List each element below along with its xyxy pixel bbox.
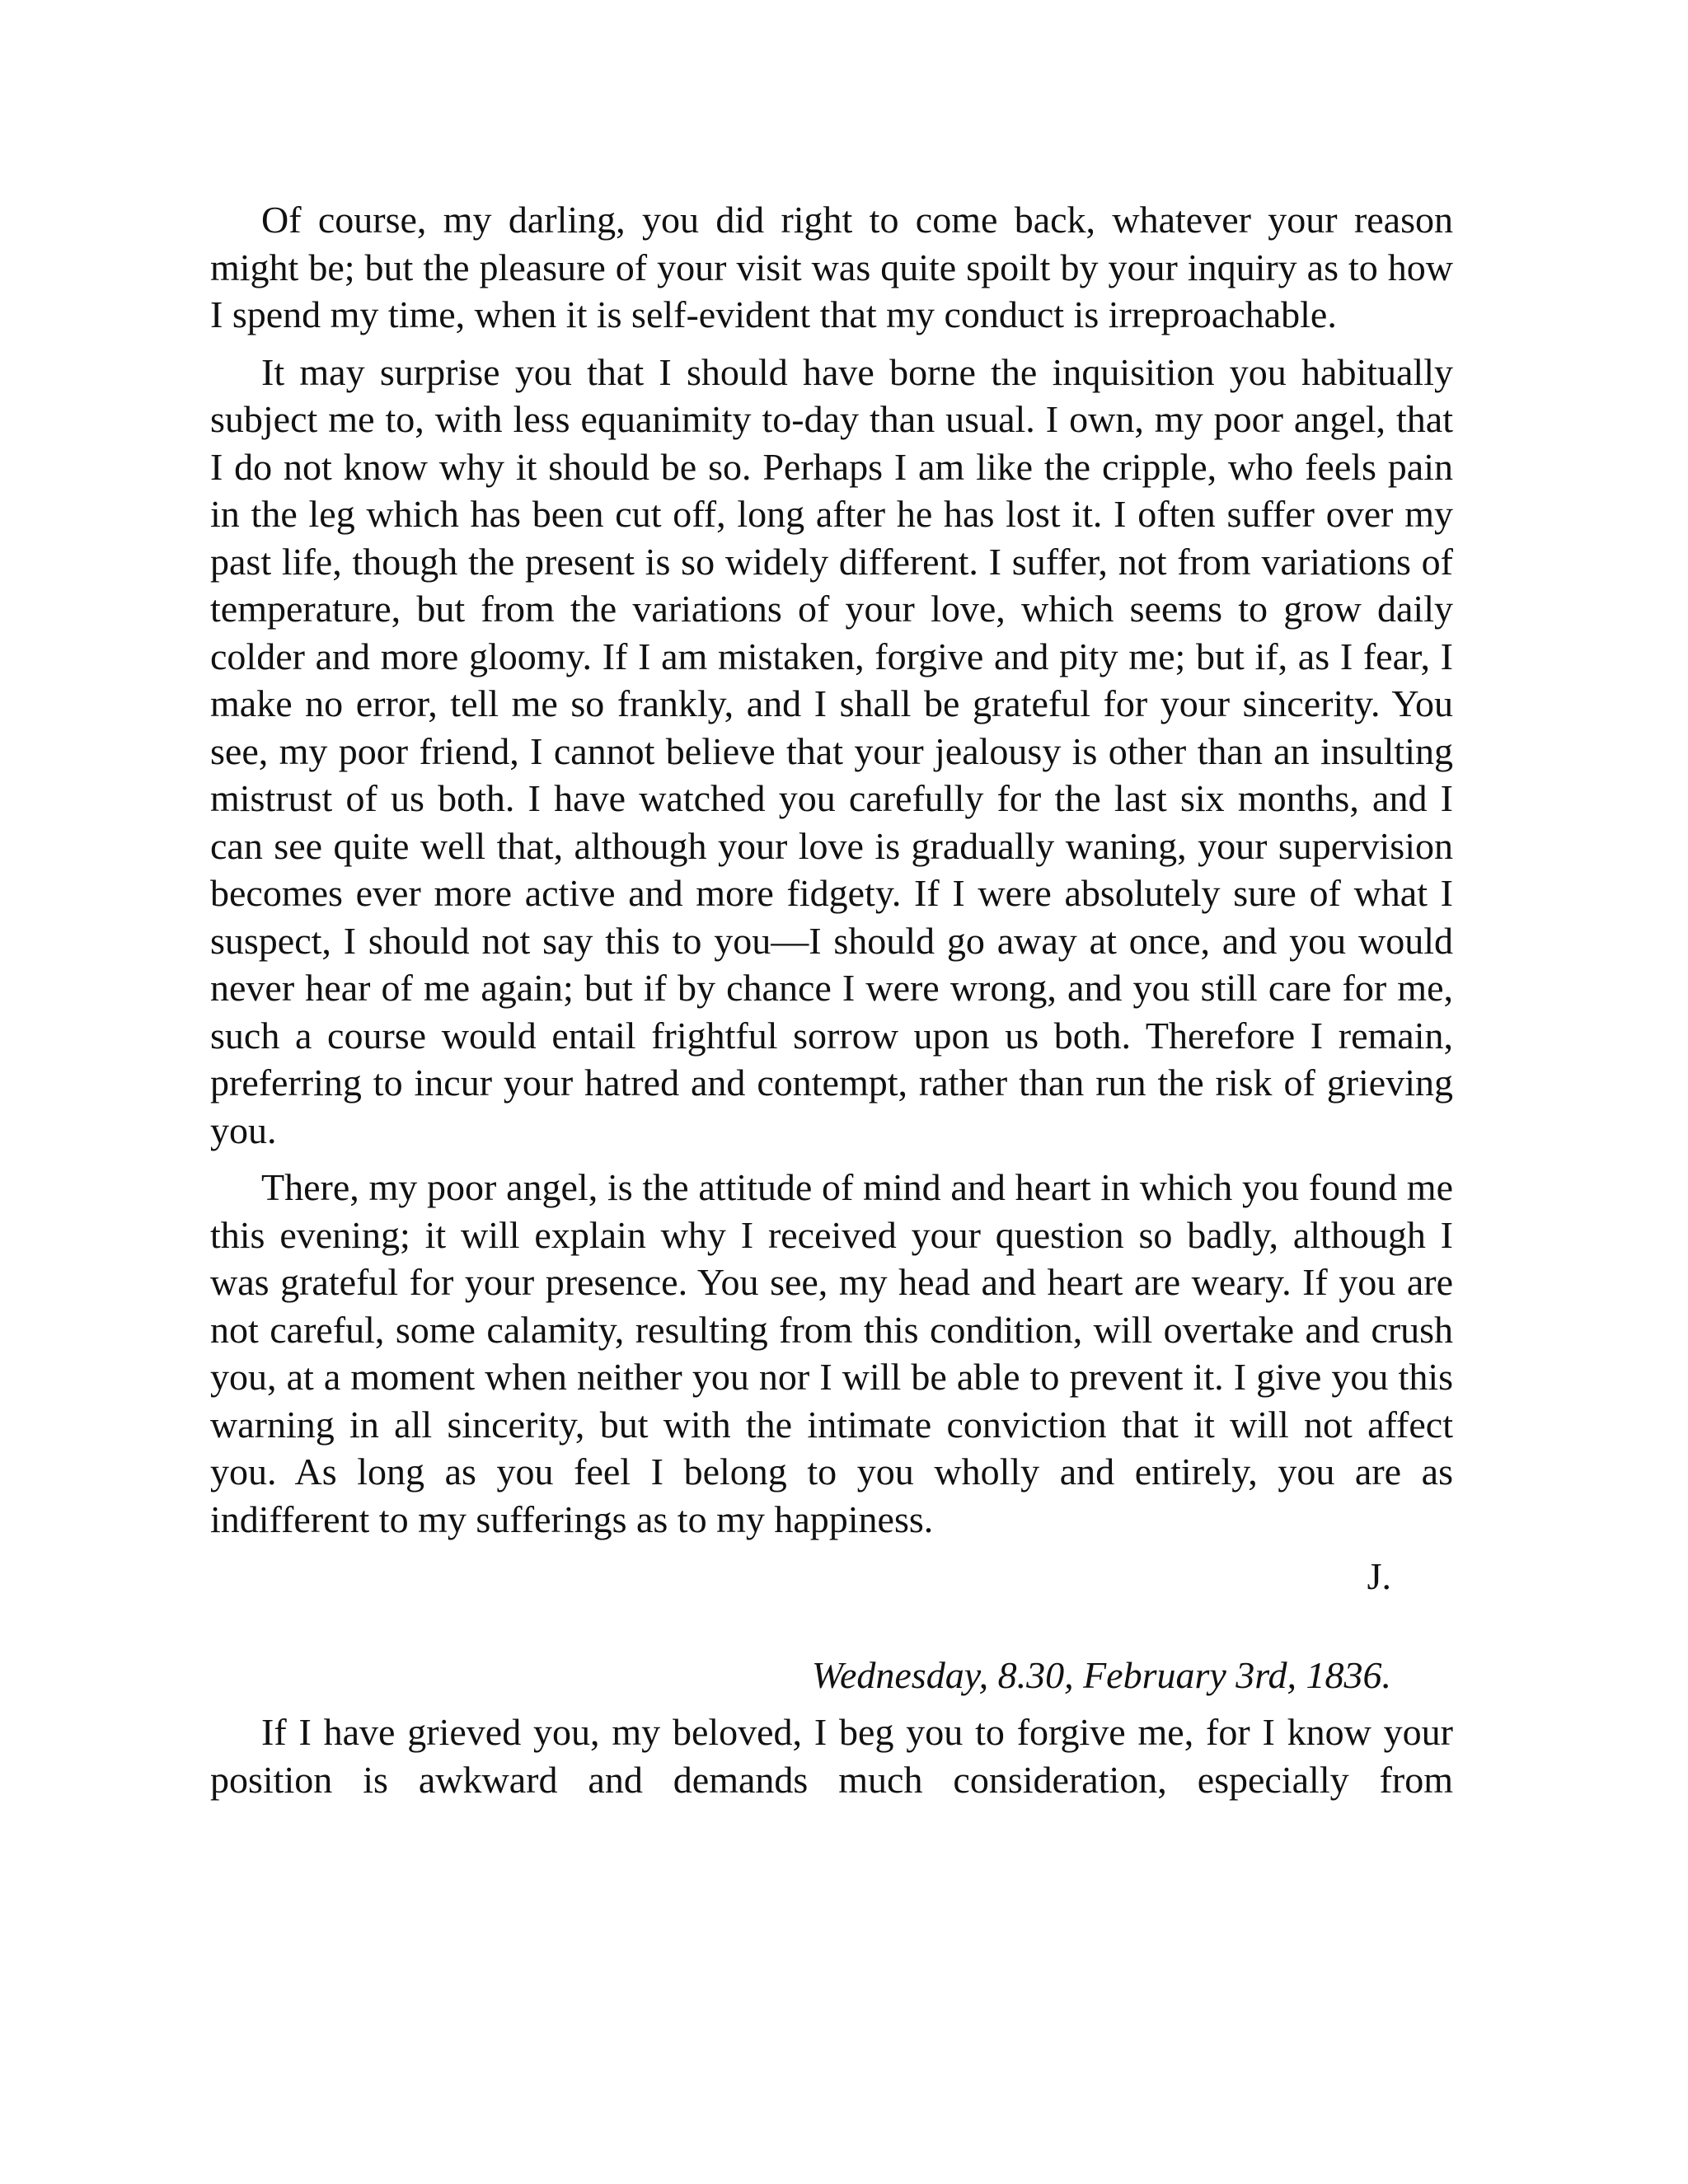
letter-paragraph: Of course, my darling, you did right to come back, whatever your reason might be; but the pleasure of your visit was quite spoilt by your inquiry as to how I spend my time, when it is self-evident that my conduct is irreproachable. <box>210 199 1453 335</box>
letter-paragraph: It may surprise you that I should have borne the inquisition you habitually subject me to, with less equanimity to-day than usual. I own, my poor angel, that I do not know why it should be so. Perhaps I am like the cripple, who feels pain in the leg which has been cut off, long after he has lost it. I often suffer over my past life, though the present is so widely different. I suffer, not from variations of temperature, but from the variations of your love, which seems to grow daily colder and more gloomy. If I am mistaken, forgive and pity me; but if, as I fear, I make no error, tell me so frankly, and I shall be grateful for your sincerity. You see, my poor friend, I cannot believe that your jealousy is other than an insulting mistrust of us both. I have watched you carefully for the last six months, and I can see quite well that, although your love is gradually waning, your supervision becomes ever more active and more fidgety. If I were absolutely sure of what I suspect, I should not say this to you—I should go away at once, and you would never hear of me again; but if by chance I were wrong, and you still care for me, such a course would entail frightful sorrow upon us both. Therefore I remain, preferring to incur your hatred and contempt, rather than run the risk of grieving you. <box>210 350 1453 1151</box>
letter-paragraph: If I have grieved you, my beloved, I beg you to forgive me, for I know your position is awkward and demands much consideration, especially from <box>210 1711 1453 1801</box>
letter-paragraph: There, my poor angel, is the attitude of mind and heart in which you found me this evening; it will explain why I received your question so badly, although I was grateful for your presence. You see, my head and heart are weary. If you are not careful, some calamity, resulting from this condition, will overtake and crush you, at a moment when neither you nor I will be able to prevent it. I give you this warning in all sincerity, but with the intimate conviction that it will not affect you. As long as you feel I belong to you wholly and entirely, you are as indifferent to my sufferings as to my happiness. <box>210 1166 1453 1540</box>
letter-dateline: Wednesday, 8.30, February 3rd, 1836. <box>811 1653 1391 1696</box>
document-page <box>210 196 1453 1813</box>
letter-signature: J. <box>1367 1555 1391 1597</box>
